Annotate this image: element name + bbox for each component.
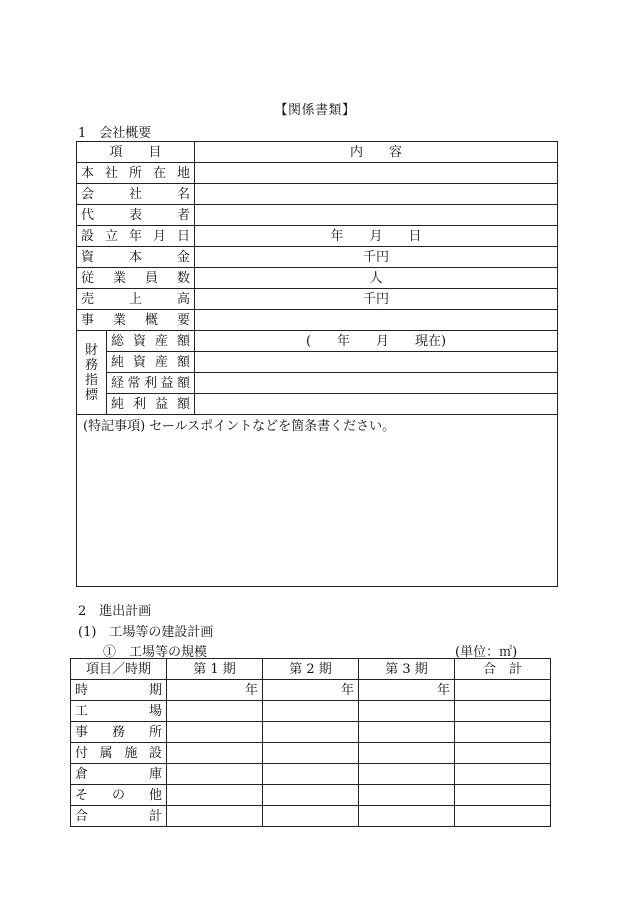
table-cell — [359, 722, 455, 743]
financial-label: 純資産額 — [107, 352, 195, 373]
table-cell — [263, 743, 359, 764]
section-1-heading: 1 会社概要 — [78, 126, 152, 141]
financial-label: 総資産額 — [107, 331, 195, 352]
row-value — [195, 163, 558, 184]
financial-group-label: 財 務 指 標 — [77, 331, 107, 415]
table-row — [77, 289, 558, 310]
row-label: 倉庫 — [71, 764, 167, 785]
row-label: 事業概要 — [77, 310, 195, 331]
row-label: 資本金 — [77, 247, 195, 268]
header-item: 項 目 — [77, 142, 195, 163]
financial-value — [195, 352, 558, 373]
financial-value — [195, 394, 558, 415]
table-cell: 年 — [167, 680, 263, 701]
table-cell — [359, 764, 455, 785]
table-row — [77, 268, 558, 289]
table-cell — [455, 785, 551, 806]
row-label: 会社名 — [77, 184, 195, 205]
column-header: 第 2 期 — [263, 659, 359, 680]
table-row — [77, 226, 558, 247]
row-value — [195, 310, 558, 331]
table-row — [71, 764, 551, 785]
row-label: 代表者 — [77, 205, 195, 226]
table-cell: 年 — [359, 680, 455, 701]
row-label: 合計 — [71, 806, 167, 827]
table-row — [77, 247, 558, 268]
table-cell — [263, 722, 359, 743]
column-header: 第 3 期 — [359, 659, 455, 680]
table-cell — [455, 764, 551, 785]
table-cell: 年 — [263, 680, 359, 701]
document-title: 【関係書類】 — [274, 103, 356, 118]
table-row — [71, 722, 551, 743]
table-row — [71, 701, 551, 722]
sub-subsection-heading: ① 工場等の規模 — [103, 645, 208, 660]
header-content: 内 容 — [195, 142, 558, 163]
notes-row — [77, 415, 558, 587]
table-cell — [263, 785, 359, 806]
row-value: 人 — [195, 268, 558, 289]
financial-value: ( 年 月 現在) — [195, 331, 558, 352]
financial-row — [77, 373, 558, 394]
table-cell — [167, 764, 263, 785]
row-value: 千円 — [195, 247, 558, 268]
table-cell — [455, 722, 551, 743]
table-row — [77, 163, 558, 184]
table-cell — [167, 785, 263, 806]
row-label: 設立年月日 — [77, 226, 195, 247]
table-row — [77, 310, 558, 331]
notes-cell: (特記事項) セールスポイントなどを箇条書ください。 — [77, 415, 558, 587]
column-header: 項目／時期 — [71, 659, 167, 680]
row-label: 事務所 — [71, 722, 167, 743]
table-cell — [359, 743, 455, 764]
table-row — [71, 785, 551, 806]
table-cell — [455, 701, 551, 722]
row-label: 売上高 — [77, 289, 195, 310]
table-row — [77, 205, 558, 226]
section-2-heading: 2 進出計画 — [78, 604, 152, 619]
company-overview-table — [76, 141, 558, 587]
row-label: 時期 — [71, 680, 167, 701]
financial-row — [77, 331, 558, 352]
table-header-row — [71, 659, 551, 680]
column-header: 合 計 — [455, 659, 551, 680]
unit-label: (単位：㎡) — [455, 645, 518, 660]
financial-label: 経常利益額 — [107, 373, 195, 394]
table-row — [71, 806, 551, 827]
financial-label: 純利益額 — [107, 394, 195, 415]
table-row — [77, 184, 558, 205]
financial-row — [77, 352, 558, 373]
table-cell — [455, 743, 551, 764]
row-label: 工場 — [71, 701, 167, 722]
table-cell — [167, 743, 263, 764]
row-value: 年 月 日 — [195, 226, 558, 247]
table-cell — [359, 785, 455, 806]
table-cell — [167, 701, 263, 722]
table-cell — [359, 701, 455, 722]
row-value — [195, 184, 558, 205]
factory-scale-table — [70, 658, 551, 827]
table-header-row — [77, 142, 558, 163]
table-row — [71, 743, 551, 764]
table-cell — [167, 722, 263, 743]
table-cell — [359, 806, 455, 827]
table-cell — [263, 806, 359, 827]
row-label: 本社所在地 — [77, 163, 195, 184]
row-value: 千円 — [195, 289, 558, 310]
table-cell — [167, 806, 263, 827]
row-value — [195, 205, 558, 226]
column-header: 第 1 期 — [167, 659, 263, 680]
row-label: 従業員数 — [77, 268, 195, 289]
table-cell — [263, 764, 359, 785]
table-cell — [455, 806, 551, 827]
row-label: その他 — [71, 785, 167, 806]
table-cell — [263, 701, 359, 722]
financial-row — [77, 394, 558, 415]
financial-value — [195, 373, 558, 394]
subsection-heading: (1) 工場等の建設計画 — [78, 625, 214, 640]
table-row — [71, 680, 551, 701]
table-cell — [455, 680, 551, 701]
row-label: 付属施設 — [71, 743, 167, 764]
